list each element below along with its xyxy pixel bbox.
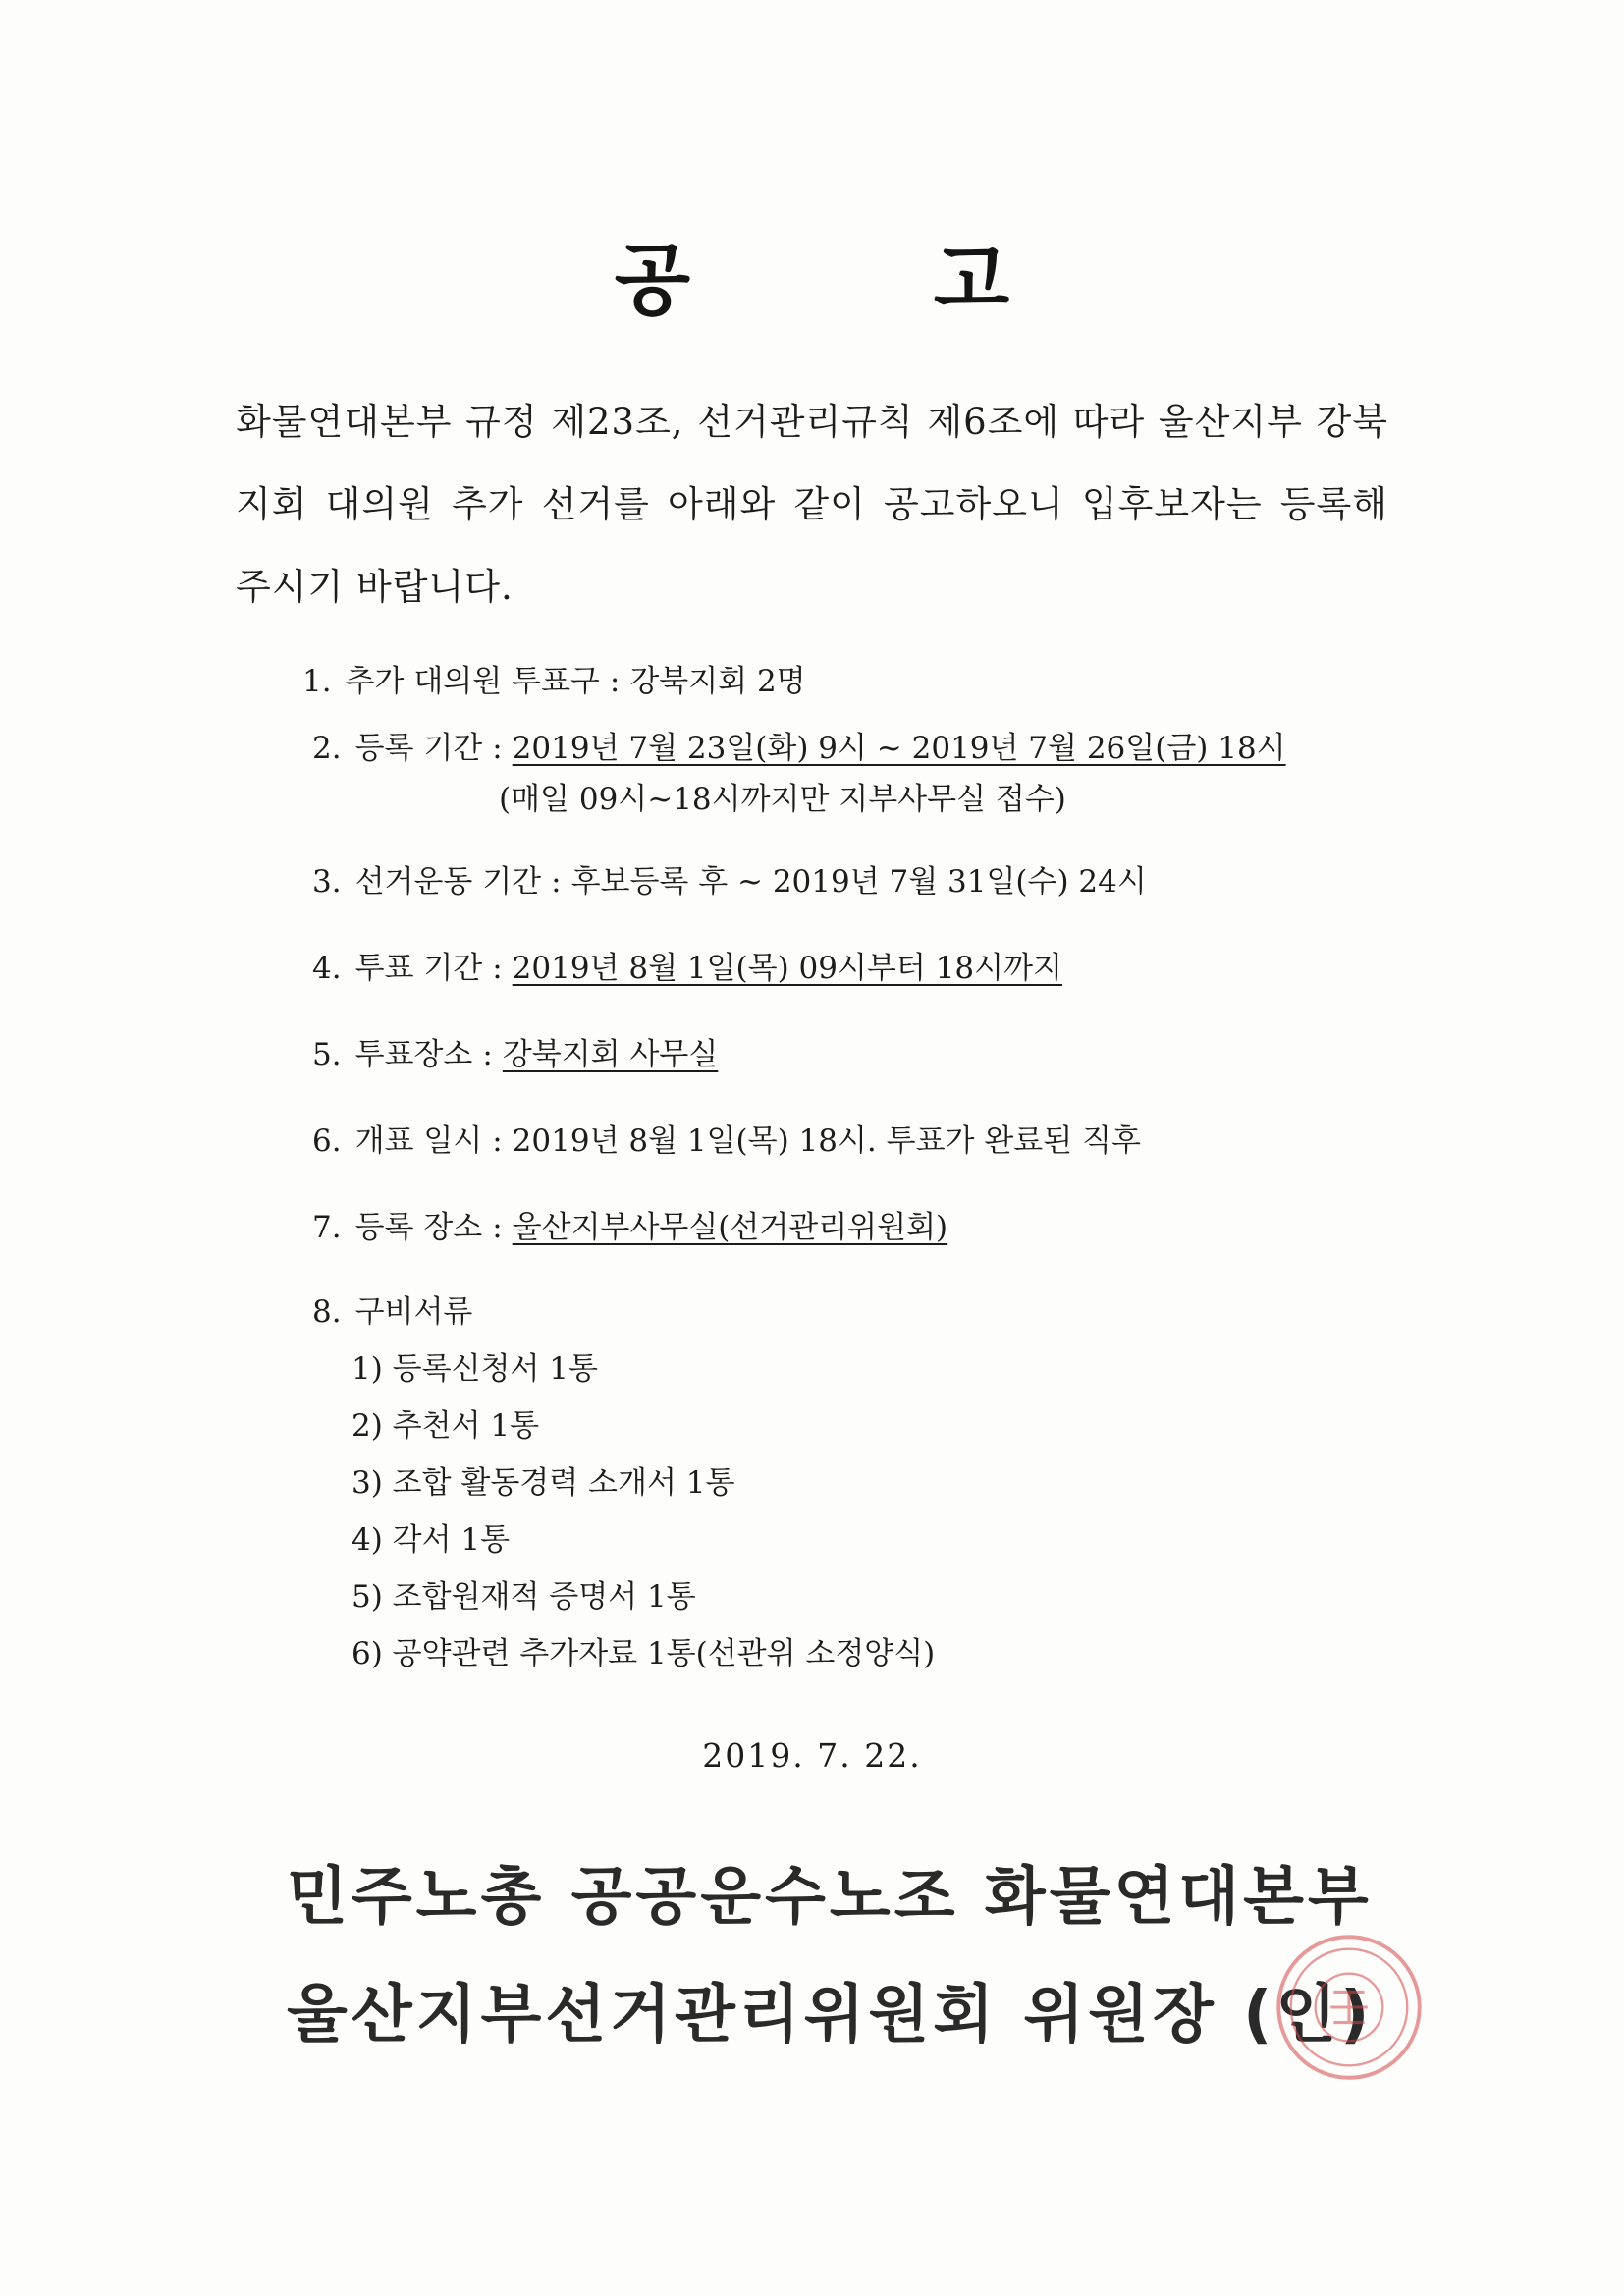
item-value: 강북지회 2명 <box>629 664 806 699</box>
item-number: 2. <box>312 731 342 766</box>
item-number: 1. <box>302 664 332 699</box>
item-number: 8. <box>312 1294 342 1330</box>
item-value: 2019년 8월 1일(목) 09시부터 18시까지 <box>512 951 1062 986</box>
item-number: 4. <box>312 951 342 986</box>
item-label: 선거운동 기간 <box>354 864 542 900</box>
item-separator: : <box>492 951 503 986</box>
notice-item-4 <box>312 943 1062 987</box>
document-item-1: 1) 등록신청서 1통 <box>352 1351 598 1387</box>
document-item-2: 2) 추천서 1통 <box>352 1408 540 1444</box>
page-title: 공 고 <box>614 235 1118 326</box>
document-item-5: 5) 조합원재적 증명서 1통 <box>352 1579 696 1614</box>
item-separator: : <box>492 1210 503 1245</box>
item-label: 등록 기간 <box>354 731 483 766</box>
intro-paragraph: 화물연대본부 규정 제23조, 선거관리규칙 제6조에 따라 울산지부 강북지회 대의원 추가 선거를 아래와 같이 공고하오니 입후보자는 등록해 주시기 바랍니다. <box>236 401 1388 608</box>
document-item-6: 6) 공약관련 추가자료 1통(선관위 소정양식) <box>352 1636 936 1671</box>
notice-item-3 <box>312 856 1147 901</box>
item-number: 3. <box>312 864 342 900</box>
item-label: 투표장소 <box>354 1037 473 1072</box>
document-item-3: 3) 조합 활동경력 소개서 1통 <box>352 1465 735 1501</box>
item-separator: : <box>492 1123 503 1159</box>
notice-item-6 <box>312 1116 1141 1160</box>
notice-item-2 <box>312 723 1286 767</box>
item-label: 등록 장소 <box>354 1210 483 1245</box>
item-value: 강북지회 사무실 <box>502 1037 719 1072</box>
item-number: 6. <box>312 1123 342 1159</box>
document-item-4: 4) 각서 1통 <box>352 1522 511 1558</box>
notice-date: 2019. 7. 22. <box>702 1736 922 1775</box>
notice-item-1 <box>302 656 806 700</box>
item-value: 울산지부사무실(선거관리위원회) <box>512 1210 948 1245</box>
item-value: 후보등록 후 ~ 2019년 7월 31일(수) 24시 <box>570 864 1147 900</box>
item-number: 7. <box>312 1210 342 1245</box>
item-separator: : <box>551 864 562 900</box>
item-label: 구비서류 <box>354 1294 473 1330</box>
item-value: 2019년 7월 23일(화) 9시 ~ 2019년 7월 26일(금) 18시 <box>512 731 1286 766</box>
item-separator: : <box>609 664 621 699</box>
item-label: 개표 일시 <box>354 1123 483 1159</box>
committee-chair: 울산지부선거관리위원회 위원장 (인) <box>287 1979 1374 2051</box>
item-label: 추가 대의원 투표구 <box>345 664 600 699</box>
notice-item-5 <box>312 1029 718 1073</box>
official-seal-icon <box>1272 1931 1426 2084</box>
item-number: 5. <box>312 1037 342 1072</box>
item-label: 투표 기간 <box>354 951 483 986</box>
item-separator: : <box>482 1037 493 1072</box>
notice-item-7 <box>312 1202 947 1246</box>
notice-item-8 <box>312 1286 472 1331</box>
item-separator: : <box>492 731 503 766</box>
organization-name: 민주노총 공공운수노조 화물연대본부 <box>287 1861 1373 1934</box>
registration-note: (매일 09시~18시까지만 지부사무실 접수) <box>499 782 1066 817</box>
item-value: 2019년 8월 1일(목) 18시. 투표가 완료된 직후 <box>512 1123 1141 1159</box>
